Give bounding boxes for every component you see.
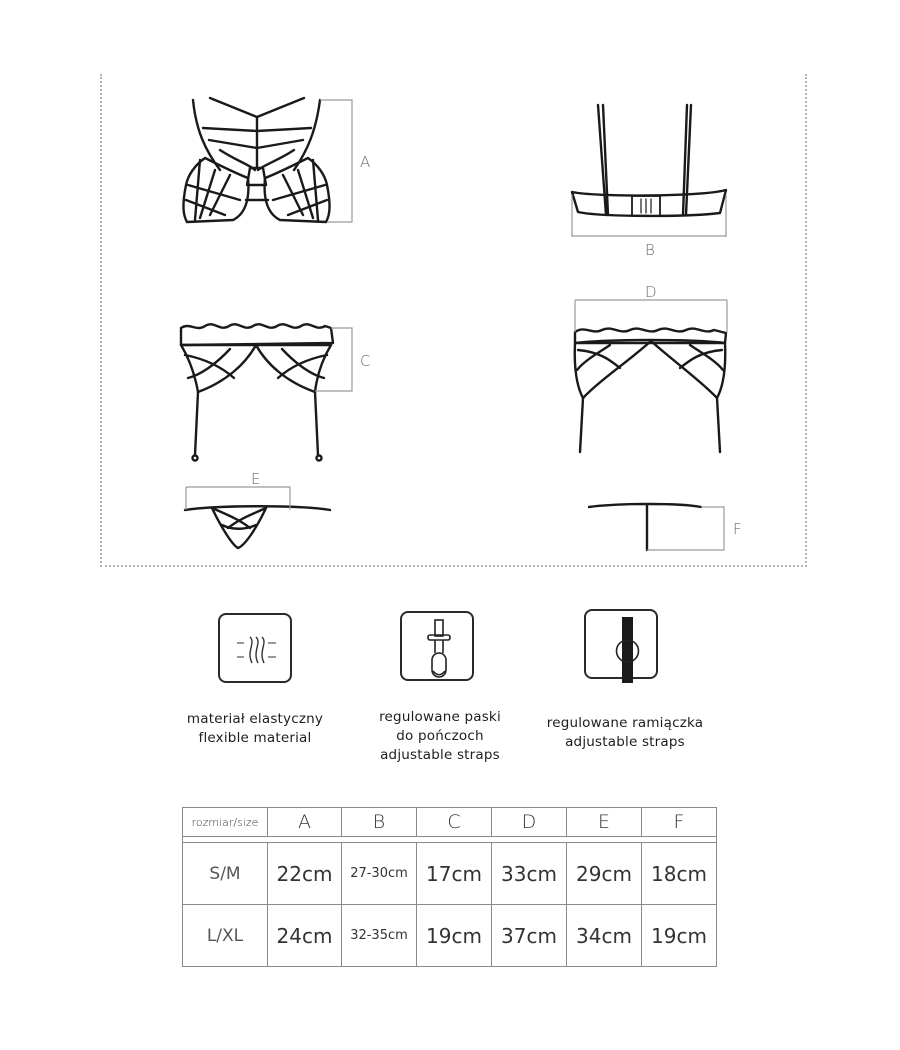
value-cell: 27-30cm xyxy=(342,843,417,905)
column-header-a: A xyxy=(268,808,342,837)
size-header-label: rozmiar/size xyxy=(183,808,268,837)
value-cell: 33cm xyxy=(492,843,567,905)
thong-side-drawing xyxy=(589,504,701,550)
value-cell: 29cm xyxy=(567,843,642,905)
label-e: E xyxy=(251,470,261,488)
label-f: F xyxy=(733,520,742,538)
label-a: A xyxy=(360,153,371,171)
thong-drawing xyxy=(185,506,330,548)
feature-caption-adjustable-straps xyxy=(525,714,725,752)
table-row xyxy=(183,843,717,905)
label-d: D xyxy=(645,283,657,301)
garter-back-drawing xyxy=(575,329,726,452)
value-cell: 34cm xyxy=(567,905,642,967)
value-cell: 22cm xyxy=(268,843,342,905)
label-b: B xyxy=(645,241,655,259)
size-table-header xyxy=(183,808,717,837)
caption-line: regulowane ramiączka xyxy=(546,715,704,731)
size-cell: L/XL xyxy=(183,905,268,967)
caption-line: materiał elastyczny xyxy=(186,711,324,727)
size-cell: S/M xyxy=(183,843,268,905)
strap-slider-icon xyxy=(584,609,658,679)
bra-back-drawing xyxy=(572,105,726,216)
dimension-lines xyxy=(186,100,727,550)
column-header-d: D xyxy=(492,808,567,837)
bra-front-drawing xyxy=(183,98,329,222)
value-cell: 18cm xyxy=(642,843,717,905)
caption-line: flexible material xyxy=(198,730,312,746)
caption-line: adjustable straps xyxy=(565,734,685,750)
value-cell: 37cm xyxy=(492,905,567,967)
table-row xyxy=(183,905,717,967)
feature-caption-garter-straps xyxy=(345,708,535,765)
stretch-waves-icon xyxy=(218,613,292,683)
column-header-b: B xyxy=(342,808,417,837)
size-table xyxy=(182,807,717,967)
value-cell: 17cm xyxy=(417,843,492,905)
caption-line: regulowane paski xyxy=(379,709,501,725)
garter-clip-icon xyxy=(400,611,474,681)
value-cell: 32-35cm xyxy=(342,905,417,967)
value-cell: 19cm xyxy=(642,905,717,967)
column-header-f: F xyxy=(642,808,717,837)
feature-caption-flexible xyxy=(160,710,350,748)
value-cell: 24cm xyxy=(268,905,342,967)
garter-front-drawing xyxy=(181,324,333,460)
column-header-c: C xyxy=(417,808,492,837)
caption-line: do pończoch xyxy=(396,728,484,744)
caption-line: adjustable straps xyxy=(380,747,500,763)
label-c: C xyxy=(360,352,371,370)
value-cell: 19cm xyxy=(417,905,492,967)
column-header-e: E xyxy=(567,808,642,837)
